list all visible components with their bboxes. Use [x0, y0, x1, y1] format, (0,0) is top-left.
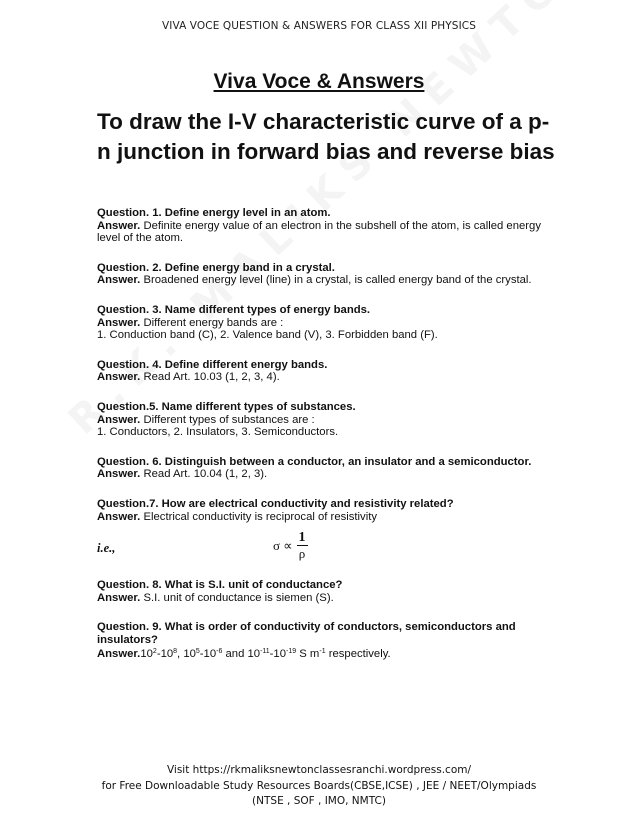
page-header: VIVA VOCE QUESTION & ANSWERS FOR CLASS XII PHYSICS	[162, 20, 476, 32]
question-8: Question. 8. What is S.I. unit of conductance?	[97, 579, 343, 592]
answer-label-2: Answer.	[97, 274, 141, 287]
answer-7: Electrical conductivity is reciprocal of resistivity	[140, 510, 378, 523]
answer-label-9: Answer.	[97, 648, 141, 661]
answer-6: Read Art. 10.04 (1, 2, 3).	[140, 468, 268, 481]
footer-visit-link[interactable]: Visit https://rkmaliksnewtonclassesranchi.wordpress.com/	[166, 764, 472, 776]
answer-label-4: Answer.	[97, 371, 141, 384]
page-footer	[0, 763, 638, 810]
conductivity-formula	[273, 531, 308, 561]
formula-row	[97, 529, 547, 565]
question-3: Question. 3. Name different types of energy bands.	[97, 303, 371, 316]
formula-lhs: σ ∝	[273, 537, 293, 553]
question-1: Question. 1. Define energy level in an atom.	[97, 207, 331, 219]
answer-9: $10^2-10^8$, $10^5-10^{-6}$ and $10^{-11}-10^{-19}$ S $m^{-1}$ respectively.	[140, 648, 391, 661]
page-title: Viva Voce & Answers	[213, 70, 425, 93]
question-9: Question. 9. What is order of conductivity of conductors, semiconductors and insulators?	[97, 621, 516, 646]
footer-resources: for Free Downloadable Study Resources Boards(CBSE,ICSE) , JEE / NEET/Olympiads	[101, 779, 537, 792]
formula-fraction	[297, 531, 308, 561]
answer-5: Different types of substances are :	[140, 413, 315, 426]
qa-item-3	[97, 304, 547, 342]
qa-item-9	[97, 621, 542, 661]
answer-label-8: Answer.	[97, 591, 141, 604]
answer-3: Different energy bands are :	[140, 316, 284, 329]
answer-5-list: 1. Conductors, 2. Insulators, 3. Semiconductors.	[97, 426, 339, 439]
question-5: Question.5. Name different types of substances.	[97, 400, 356, 413]
formula-numerator: 1	[298, 530, 306, 546]
answer-label-1: Answer.	[97, 219, 141, 232]
answer-8: S.I. unit of conductance is siemen (S).	[140, 591, 334, 604]
question-2: Question. 2. Define energy band in a crystal.	[97, 261, 335, 274]
qa-list	[97, 207, 547, 678]
formula-denominator: ρ	[298, 546, 306, 562]
answer-1: Definite energy value of an electron in the subshell of the atom, is called energy level of the atom.	[97, 219, 541, 245]
qa-item-4	[97, 359, 547, 384]
answer-label-3: Answer.	[97, 316, 141, 329]
qa-item-1	[97, 207, 547, 245]
qa-item-7	[97, 498, 547, 565]
formula-ie: i.e.,	[97, 541, 116, 556]
qa-item-8	[97, 579, 547, 604]
answer-label-7: Answer.	[97, 510, 141, 523]
question-4: Question. 4. Define different energy bands.	[97, 358, 328, 371]
answer-label-5: Answer.	[97, 413, 141, 426]
question-6: Question. 6. Distinguish between a conductor, an insulator and a semiconductor.	[97, 455, 532, 468]
answer-label-6: Answer.	[97, 468, 141, 481]
qa-item-2	[97, 262, 547, 287]
footer-exams: (NTSE , SOF , IMO, NMTC)	[252, 795, 386, 807]
qa-item-5	[97, 401, 547, 439]
qa-item-6	[97, 456, 547, 481]
answer-2: Broadened energy level (line) in a crystal, is called energy band of the crystal.	[140, 274, 532, 287]
question-7: Question.7. How are electrical conductivity and resistivity related?	[97, 497, 454, 510]
experiment-title: To draw the I-V characteristic curve of a p-n junction in forward bias and reverse bias	[97, 109, 555, 164]
answer-3-list: 1. Conduction band (C), 2. Valence band (V), 3. Forbidden band (F).	[97, 329, 438, 342]
answer-4: Read Art. 10.03 (1, 2, 3, 4).	[140, 371, 280, 384]
